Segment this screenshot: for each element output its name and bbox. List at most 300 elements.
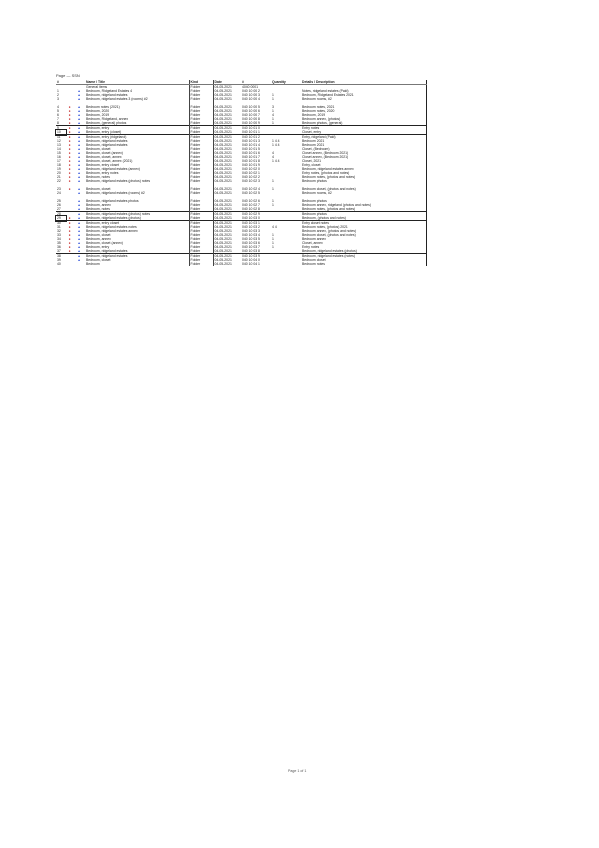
row-date: 04-05-2021 [213, 187, 241, 191]
page-header: Page — SSN [56, 73, 80, 78]
row-number-code: 040 10 04 1 [242, 262, 260, 266]
row-date: 04-05-2021 [213, 237, 241, 241]
row-kind: Folder [189, 187, 213, 191]
row-name: Bedroom, ridgeland estates [86, 139, 128, 143]
file-type-icon: ▲ [77, 159, 81, 163]
status-flag-icon: ● [68, 229, 71, 233]
row-date: 04-05-2021 [213, 233, 241, 237]
status-flag-icon: ● [66, 135, 73, 140]
row-number-code: 040 10 00 5 [242, 105, 260, 109]
row-date: 04-05-2021 [213, 216, 241, 221]
file-type-icon: ▲ [77, 163, 81, 167]
row-number-code: 040 10 02 1 [242, 171, 260, 175]
row-kind: Folder [189, 171, 213, 175]
row-kind: Folder [189, 126, 213, 131]
file-type-icon: ▲ [77, 179, 81, 183]
status-flag-icon: ● [68, 147, 71, 151]
row-number-code: 040 10 03 9 [241, 254, 271, 259]
row-kind: Folder [189, 199, 213, 203]
row-number: 13 [57, 143, 61, 147]
row-name: Bedroom, ridgeland estates (photos) notes [85, 212, 189, 217]
status-flag-icon: ● [68, 109, 71, 113]
status-flag-icon: ● [68, 117, 71, 121]
row-name: Bedroom, closet [86, 233, 111, 237]
status-flag-icon: ● [68, 225, 71, 229]
row-name: Bedroom, ridgeland estates [86, 93, 128, 97]
row-description: Bedroom rooms, #2 [301, 97, 426, 101]
row-name: Bedroom, Ridgeland Estates 4 [86, 89, 132, 93]
row-kind: Folder [189, 135, 213, 140]
row-kind: Folder [189, 216, 213, 221]
row-description: Bedroom notes [301, 262, 426, 266]
row-date: 04-05-2021 [213, 254, 241, 259]
row-kind: Folder [189, 121, 213, 126]
row-kind: Folder [189, 262, 213, 266]
row-date: 04-05-2021 [213, 126, 241, 131]
file-type-icon: ▲ [77, 109, 81, 113]
row-number-code: 040 10 02 4 [242, 187, 260, 191]
row-number-code: 040 10 02 2 [242, 175, 260, 179]
row-kind: Folder [189, 207, 213, 212]
row-date: 04-05-2021 [213, 167, 241, 171]
file-type-icon: ▲ [77, 89, 81, 93]
row-number: 25 [57, 199, 61, 203]
row-quantity: 1 4 4 [272, 159, 280, 163]
row-number: 7 [57, 117, 59, 121]
row-number-code: 040 10 01 8 [242, 159, 260, 163]
row-name: Bedroom, annex [86, 203, 111, 207]
row-date: 04-05-2021 [213, 155, 241, 159]
file-type-icon: ▲ [77, 121, 81, 125]
file-type-icon: ▲ [77, 97, 81, 101]
status-flag-icon: ● [68, 167, 71, 171]
row-date: 04-05-2021 [213, 97, 241, 101]
file-type-icon: ▲ [73, 135, 85, 140]
row-number: 21 [57, 175, 61, 179]
row-kind: Folder [189, 212, 213, 217]
row-name: Bedroom, (general) photos [86, 121, 127, 125]
row-kind: Folder [189, 225, 213, 229]
row-description: Bedroom, ridgeland estates annex [301, 167, 426, 171]
row-kind: Folder [189, 241, 213, 245]
row-kind: Folder [189, 167, 213, 171]
row-number-code: 040 10 03 2 [242, 225, 260, 229]
file-type-icon: ▲ [77, 130, 81, 134]
row-kind: Folder [189, 93, 213, 97]
row-number: 27 [57, 207, 61, 211]
row-date: 04-05-2021 [213, 199, 241, 203]
row-number: 28 [56, 212, 66, 217]
row-kind: Folder [189, 85, 213, 90]
file-type-icon: ▲ [77, 105, 81, 109]
row-kind: Folder [189, 229, 213, 233]
row-date: 04-05-2021 [213, 175, 241, 179]
table-row[interactable] [56, 262, 426, 266]
row-number: 22 [57, 179, 61, 183]
row-number: 35 [57, 241, 61, 245]
row-description: Entry notes [301, 126, 426, 131]
row-description: Bedroom closet, (photos and notes) [301, 233, 426, 237]
file-type-icon: ▲ [73, 212, 85, 217]
row-number: 40 [57, 262, 61, 266]
row-date: 04-05-2021 [213, 229, 241, 233]
file-type-icon: ▲ [77, 175, 81, 179]
row-description: Entry closet notes [301, 221, 426, 226]
row-name: Bedroom, entry closet [86, 163, 119, 167]
column-header[interactable]: # [241, 80, 271, 85]
row-name: Bedroom, closet [86, 147, 111, 151]
row-name: Bedroom, annex [86, 237, 111, 241]
row-quantity: 1 [272, 241, 274, 245]
row-kind: Folder [189, 203, 213, 207]
row-kind: Folder [189, 254, 213, 259]
row-kind: Folder [189, 105, 213, 109]
column-header[interactable]: # [56, 80, 66, 85]
row-name: Bedroom, 2020 [86, 109, 110, 113]
row-date: 04-05-2021 [213, 203, 241, 207]
status-flag-icon: ● [68, 121, 71, 125]
row-number: 3 [57, 97, 59, 101]
row-description: Bedroom annex, ridgeland (photos and notes) [301, 203, 426, 207]
row-number-code: 040 10 00 2 [242, 89, 260, 93]
status-flag-icon [66, 262, 73, 266]
row-name: Bedroom, ridgeland estates annex [86, 229, 138, 233]
row-name: Bedroom, entry [85, 126, 189, 131]
row-number-code: 040 10 01 6 [242, 151, 260, 155]
row-description: Closet, (Bedroom) [301, 147, 426, 151]
file-table [56, 80, 427, 266]
row-name: Bedroom, ridgeland estates photos [86, 199, 139, 203]
row-date: 04-05-2021 [213, 171, 241, 175]
row-kind: Folder [189, 237, 213, 241]
file-type-icon: ▲ [77, 216, 81, 220]
status-flag-icon: ● [68, 249, 71, 253]
row-description: Bedroom closet, (photos and notes) [301, 187, 426, 191]
row-number: 18 [57, 163, 61, 167]
row-description: Closet annex, (Bedroom 2021) [301, 155, 426, 159]
row-number-code: 040 10 00 9 [242, 121, 260, 125]
row-number: 31 [57, 225, 61, 229]
row-number-code: 040 10 03 0 [242, 216, 260, 220]
row-name: General items [86, 85, 108, 89]
file-type-icon: ▲ [77, 199, 81, 203]
file-type-icon: ▲ [77, 237, 81, 241]
row-number: 37 [57, 249, 61, 253]
row-description: Bedroom annex, (photos) [301, 117, 426, 121]
row-quantity: 1 [272, 245, 274, 249]
row-kind: Folder [189, 143, 213, 147]
row-number: 29 [56, 216, 66, 221]
row-number-code: 040 10 00 4 [242, 97, 260, 101]
row-name: Bedroom, ridgeland estates 3 (rooms) #2 [86, 97, 148, 101]
status-flag-icon: ● [68, 237, 71, 241]
row-number: 17 [57, 159, 61, 163]
column-header[interactable]: Name / Title [85, 80, 189, 85]
row-kind: Folder [189, 258, 213, 262]
row-kind: Folder [189, 179, 213, 183]
row-date: 04-05-2021 [213, 93, 241, 97]
row-date: 04-05-2021 [213, 147, 241, 151]
status-flag-icon: ● [68, 130, 71, 134]
row-number: 30 [56, 221, 66, 226]
row-number: 39 [57, 258, 61, 262]
row-number-code: 040 10 01 5 [242, 147, 260, 151]
status-flag-icon: ● [68, 105, 71, 109]
row-kind: Folder [189, 175, 213, 179]
row-date: 04-05-2021 [213, 117, 241, 121]
row-number: 15 [57, 151, 61, 155]
file-type-icon: ▲ [77, 151, 81, 155]
row-number-code: 040 10 01 0 [241, 126, 271, 131]
row-number: 20 [57, 171, 61, 175]
row-date: 04-05-2021 [213, 258, 241, 262]
row-kind: Folder [189, 147, 213, 151]
row-number-code: 040 10 02 7 [242, 203, 260, 207]
file-type-icon: ▲ [77, 139, 81, 143]
row-description: Closet, 2021 [301, 159, 426, 163]
row-number-code: 040 10 03 8 [242, 249, 260, 253]
row-name: Bedroom, closet [86, 187, 111, 191]
row-date: 04-05-2021 [213, 179, 241, 183]
row-number-code: 4040 0001 [242, 85, 259, 89]
status-flag-icon: ● [68, 113, 71, 117]
row-quantity: 3 [272, 105, 274, 109]
row-quantity: 1 [272, 121, 274, 125]
row-description: Bedroom photos [301, 199, 426, 203]
row-description: Entry, ridgeland (Paid) [301, 135, 426, 140]
row-quantity: 1 [272, 109, 274, 113]
status-flag-icon: ● [68, 143, 71, 147]
status-flag-icon: ● [66, 126, 73, 131]
row-number: 16 [57, 155, 61, 159]
column-header[interactable]: Quantity [271, 80, 301, 85]
row-description: Bedroom photos [301, 212, 426, 217]
row-date: 04-05-2021 [213, 151, 241, 155]
row-name: Bedroom, ridgeland estates [85, 254, 189, 259]
row-name: Bedroom, notes [86, 207, 110, 211]
row-kind: Folder [189, 97, 213, 101]
file-type-icon: ▲ [77, 117, 81, 121]
row-kind: Folder [189, 113, 213, 117]
status-flag-icon: ● [68, 241, 71, 245]
file-type-icon: ▲ [77, 187, 81, 191]
row-number-code: 040 10 02 3 [242, 179, 260, 183]
row-kind: Folder [189, 155, 213, 159]
row-description: Bedroom annex, (photos and notes) [301, 229, 426, 233]
row-quantity [271, 262, 301, 266]
row-number-code: 040 10 03 7 [242, 245, 260, 249]
row-quantity: 1 [272, 179, 274, 183]
row-description: Bedroom notes, (photos) 2021 [301, 225, 426, 229]
row-quantity: 1 [272, 233, 274, 237]
row-quantity: 1 4 4 [272, 139, 280, 143]
row-description: Bedroom notes, 2020 [301, 109, 426, 113]
status-flag-icon: ● [68, 171, 71, 175]
row-quantity: 1 4 4 [272, 143, 280, 147]
row-name: Bedroom, closet [86, 258, 111, 262]
column-header[interactable]: Date [213, 80, 241, 85]
row-name: Bedroom, closet (annex) [86, 241, 123, 245]
row-quantity: 1 [272, 97, 274, 101]
status-flag-icon: ● [68, 233, 71, 237]
row-description: Entry notes, (photos and notes) [301, 171, 426, 175]
row-date: 04-05-2021 [213, 207, 241, 212]
row-number: 14 [57, 147, 61, 151]
row-name: Bedroom, entry (ridgeland) [85, 135, 189, 140]
row-number: 24 [57, 191, 61, 195]
row-description: Closet, entry [301, 130, 426, 135]
row-number-code: 040 10 03 4 [242, 233, 260, 237]
row-number-code: 040 10 04 0 [242, 258, 260, 262]
row-kind: Folder [189, 245, 213, 249]
row-date: 04-05-2021 [213, 121, 241, 126]
row-name: Bedroom, entry (closet) [86, 130, 122, 134]
row-date: 04-05-2021 [213, 105, 241, 109]
row-number: 34 [57, 237, 61, 241]
file-type-icon: ▲ [77, 249, 81, 253]
row-kind: Folder [189, 151, 213, 155]
row-number-code: 040 10 00 6 [242, 109, 260, 113]
row-quantity: 1 [272, 187, 274, 191]
column-header[interactable]: Kind [189, 80, 213, 85]
status-flag-icon: ● [68, 163, 71, 167]
status-flag-icon: ● [68, 139, 71, 143]
row-number: 8 [57, 121, 59, 125]
file-type-icon: ▲ [77, 93, 81, 97]
row-date: 04-05-2021 [213, 221, 241, 226]
row-kind: Folder [189, 221, 213, 226]
file-type-icon: ▲ [77, 113, 81, 117]
row-number: 26 [57, 203, 61, 207]
row-number: 6 [57, 113, 59, 117]
row-number: 23 [57, 187, 61, 191]
row-quantity: 1 [272, 203, 274, 207]
row-name: Bedroom, entry notes [86, 171, 119, 175]
file-type-icon: ▲ [77, 229, 81, 233]
row-name: Bedroom, ridgeland estates (annex) [86, 167, 140, 171]
file-type-icon: ▲ [77, 155, 81, 159]
row-description: Bedroom annex [301, 237, 426, 241]
column-header[interactable]: Details / Description [301, 80, 426, 85]
row-date: 04-05-2021 [213, 89, 241, 93]
row-date: 04-05-2021 [213, 85, 241, 90]
file-type-icon: ▲ [77, 203, 81, 207]
file-type-icon: ▲ [77, 225, 81, 229]
page-footer: Page 1 of 1 [288, 769, 307, 773]
status-flag-icon: ● [66, 221, 73, 226]
row-date: 04-05-2021 [213, 139, 241, 143]
file-type-icon: ▲ [73, 221, 85, 226]
row-kind: Folder [189, 109, 213, 113]
row-date: 04-05-2021 [213, 212, 241, 217]
status-flag-icon: ● [68, 155, 71, 159]
row-date: 04-05-2021 [213, 113, 241, 117]
row-number-code: 040 10 01 1 [242, 130, 260, 134]
row-kind: Folder [189, 163, 213, 167]
row-number-code: 040 10 01 9 [242, 163, 260, 167]
row-number-code: 040 10 00 3 [242, 93, 260, 97]
row-number-code: 040 10 01 7 [242, 155, 260, 159]
status-flag-icon: ● [68, 175, 71, 179]
row-quantity: 1 [272, 237, 274, 241]
file-type-icon: ▲ [77, 258, 81, 262]
row-number: 12 [57, 139, 61, 143]
row-quantity: 4 [272, 155, 274, 159]
row-description: Bedroom rooms, #2 [301, 191, 426, 195]
row-date: 04-05-2021 [213, 159, 241, 163]
row-description: Bedroom, Ridgeland Estates 2021 [301, 93, 426, 97]
file-type-icon: ▲ [77, 233, 81, 237]
row-description: Bedroom, (photos and notes) [301, 216, 426, 221]
row-number-code: 040 10 02 5 [242, 191, 260, 195]
row-name: Bedroom, ridgeland estates (rooms) #2 [86, 191, 145, 195]
row-quantity: 1 [272, 93, 274, 97]
row-description: Notes, ridgeland estates (Paid) [301, 89, 426, 93]
file-type-icon: ▲ [77, 207, 81, 211]
row-number: 19 [57, 167, 61, 171]
row-description: Bedroom, 2019 [301, 113, 426, 117]
row-name: Bedroom, ridgeland estates [86, 143, 128, 147]
row-number: 11 [56, 135, 66, 140]
row-name: Bedroom, 2019 [86, 113, 110, 117]
status-flag-icon: ● [68, 187, 71, 191]
row-description: Closet annex, (Bedroom 2021) [301, 151, 426, 155]
row-quantity: 4 [272, 113, 274, 117]
row-kind: Folder [189, 233, 213, 237]
row-number: 33 [57, 233, 61, 237]
row-description: Entry notes [301, 245, 426, 249]
row-name: Bedroom notes (2021) [86, 105, 120, 109]
row-number: 9 [56, 126, 66, 131]
row-name: Bedroom, ridgeland estates notes [86, 225, 137, 229]
row-description: Bedroom 2021 [301, 139, 426, 143]
row-date: 04-05-2021 [213, 241, 241, 245]
row-kind: Folder [189, 249, 213, 254]
row-name: Bedroom, entry [86, 245, 110, 249]
row-kind: Folder [189, 139, 213, 143]
row-number-code: 040 10 03 5 [242, 237, 260, 241]
row-date: 04-05-2021 [213, 163, 241, 167]
row-date: 04-05-2021 [213, 135, 241, 140]
row-name: Bedroom, ridgeland estates (photos) notes [86, 179, 151, 183]
row-number: 4 [57, 105, 59, 109]
row-number-code: 040 10 02 8 [242, 207, 260, 211]
file-type-icon: ▲ [73, 254, 85, 259]
row-number: 32 [57, 229, 61, 233]
file-type-icon: ▲ [77, 143, 81, 147]
row-number-code: 040 10 03 1 [241, 221, 271, 226]
row-date: 04-05-2021 [213, 109, 241, 113]
row-number-code: 040 10 02 6 [242, 199, 260, 203]
row-number: 38 [56, 254, 66, 259]
row-name: Bedroom, closet, annex (2021) [86, 159, 133, 163]
row-name: Bedroom, Ridgeland, annex [86, 117, 129, 121]
row-kind: Folder [189, 159, 213, 163]
file-type-icon: ▲ [77, 167, 81, 171]
row-number-code: 040 10 03 6 [242, 241, 260, 245]
file-type-icon: ▲ [77, 147, 81, 151]
file-type-icon: ▲ [77, 171, 81, 175]
row-date: 04-05-2021 [213, 262, 241, 266]
row-description: Bedroom closet [301, 258, 426, 262]
row-date: 04-05-2021 [213, 191, 241, 195]
row-name: Bedroom [86, 262, 100, 266]
row-kind: Folder [189, 191, 213, 195]
file-type-icon: ▲ [77, 245, 81, 249]
row-name: Bedroom, entry closet [85, 221, 189, 226]
file-type-icon: ▲ [77, 241, 81, 245]
row-description: Bedroom, ridgeland estates (notes) [301, 254, 426, 259]
